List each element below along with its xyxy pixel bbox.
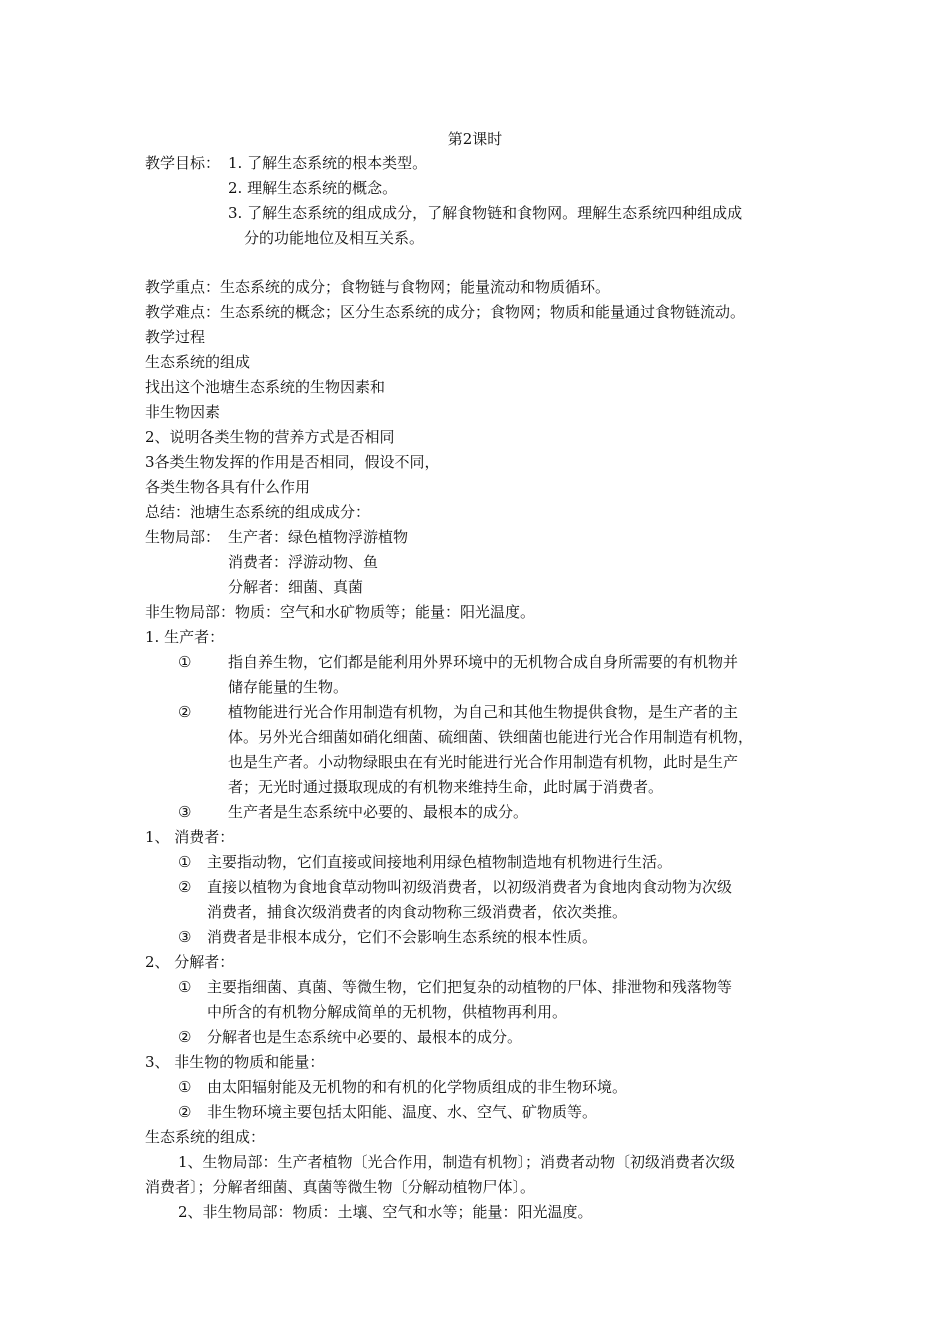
- consumer-item-text: 消费者是非根本成分，它们不会影响生态系统的根本性质。: [207, 928, 598, 946]
- abiotic-item-text: 由太阳辐射能及无机物的和有机的化学物质组成的非生物环境。: [207, 1078, 628, 1096]
- decomposer-line: 分解者：细菌、真菌: [228, 578, 364, 596]
- process-line: 2、说明各类生物的营养方式是否相同: [145, 428, 395, 446]
- process-line: 各类生物各具有什么作用: [145, 478, 311, 496]
- item-marker: ②: [178, 1103, 192, 1121]
- summary-heading: 生态系统的组成：: [145, 1128, 266, 1146]
- producer-line: 生产者：绿色植物浮游植物: [228, 528, 409, 546]
- decomposer-item-text: 主要指细菌、真菌、等微生物，它们把复杂的动植物的尸体、排泄物和残落物等: [207, 978, 733, 996]
- objective-item: 1. 了解生态系统的根本类型。: [228, 154, 428, 172]
- process-line: 生态系统的组成: [145, 353, 251, 371]
- objective-item-continued: 分的功能地位及相互关系。: [244, 229, 425, 247]
- item-marker: ①: [178, 653, 192, 671]
- producer-item-text: 植物能进行光合作用制造有机物，为自己和其他生物提供食物，是生产者的主: [228, 703, 739, 721]
- decomposer-item-text: 分解者也是生态系统中必要的、最根本的成分。: [207, 1028, 523, 1046]
- abiotic-item-text: 非生物环境主要包括太阳能、温度、水、空气、矿物质等。: [207, 1103, 598, 1121]
- difficulties: 教学难点：生态系统的概念；区分生态系统的成分；食物网；物质和能量通过食物链流动。: [145, 303, 746, 321]
- process-line: 找出这个池塘生态系统的生物因素和: [145, 378, 386, 396]
- bio-part-label: 生物局部：: [145, 528, 221, 546]
- item-marker: ②: [178, 878, 192, 896]
- item-marker: ②: [178, 1028, 192, 1046]
- process-line: 总结：池塘生态系统的组成成分：: [145, 503, 371, 521]
- objective-item: 3. 了解生态系统的组成成分，了解食物链和食物网。理解生态系统四种组成成: [228, 204, 743, 222]
- item-marker: ②: [178, 703, 192, 721]
- objective-item: 2. 理解生态系统的概念。: [228, 179, 398, 197]
- lesson-title: 第2课时: [447, 130, 503, 148]
- consumer-item-text: 消费者，捕食次级消费者的肉食动物称三级消费者，依次类推。: [207, 903, 628, 921]
- summary-line: 1、生物局部：生产者植物〔光合作用，制造有机物〕；消费者动物〔初级消费者次级: [178, 1153, 736, 1171]
- consumer-heading: 1、 消费者：: [145, 828, 235, 846]
- producer-item-text: 者；无光时通过摄取现成的有机物来维持生命，此时属于消费者。: [228, 778, 664, 796]
- item-marker: ①: [178, 853, 192, 871]
- consumer-item-text: 主要指动物，它们直接或间接地利用绿色植物制造地有机物进行生活。: [207, 853, 673, 871]
- consumer-item-text: 直接以植物为食地食草动物叫初级消费者，以初级消费者为食地肉食动物为次级: [207, 878, 733, 896]
- summary-line: 2、非生物局部：物质：土壤、空气和水等；能量：阳光温度。: [178, 1203, 593, 1221]
- process-line: 教学过程: [145, 328, 206, 346]
- producer-item-text: 生产者是生态系统中必要的、最根本的成分。: [228, 803, 529, 821]
- key-points: 教学重点：生态系统的成分；食物链与食物网；能量流动和物质循环。: [145, 278, 611, 296]
- producer-item-text: 也是生产者。小动物绿眼虫在有光时能进行光合作用制造有机物，此时是生产: [228, 753, 739, 771]
- producer-item-text: 储存能量的生物。: [228, 678, 349, 696]
- objectives-label: 教学目标：: [145, 154, 221, 172]
- item-marker: ①: [178, 1078, 192, 1096]
- process-line: 3各类生物发挥的作用是否相同，假设不同，: [145, 453, 440, 471]
- item-marker: ③: [178, 928, 192, 946]
- summary-line: 消费者〕；分解者细菌、真菌等微生物〔分解动植物尸体〕。: [145, 1178, 536, 1196]
- process-line: 非生物因素: [145, 403, 221, 421]
- abiotic-heading: 3、 非生物的物质和能量：: [145, 1053, 325, 1071]
- consumer-line: 消费者：浮游动物、鱼: [228, 553, 379, 571]
- abiotic-line: 非生物局部：物质：空气和水矿物质等；能量：阳光温度。: [145, 603, 536, 621]
- item-marker: ①: [178, 978, 192, 996]
- item-marker: ③: [178, 803, 192, 821]
- producer-item-text: 指自养生物，它们都是能利用外界环境中的无机物合成自身所需要的有机物并: [228, 653, 739, 671]
- producer-item-text: 体。另外光合细菌如硝化细菌、硫细菌、铁细菌也能进行光合作用制造有机物，: [228, 728, 754, 746]
- producer-heading: 1. 生产者：: [145, 628, 225, 646]
- decomposer-item-text: 中所含的有机物分解成简单的无机物，供植物再利用。: [207, 1003, 568, 1021]
- decomposer-heading: 2、 分解者：: [145, 953, 235, 971]
